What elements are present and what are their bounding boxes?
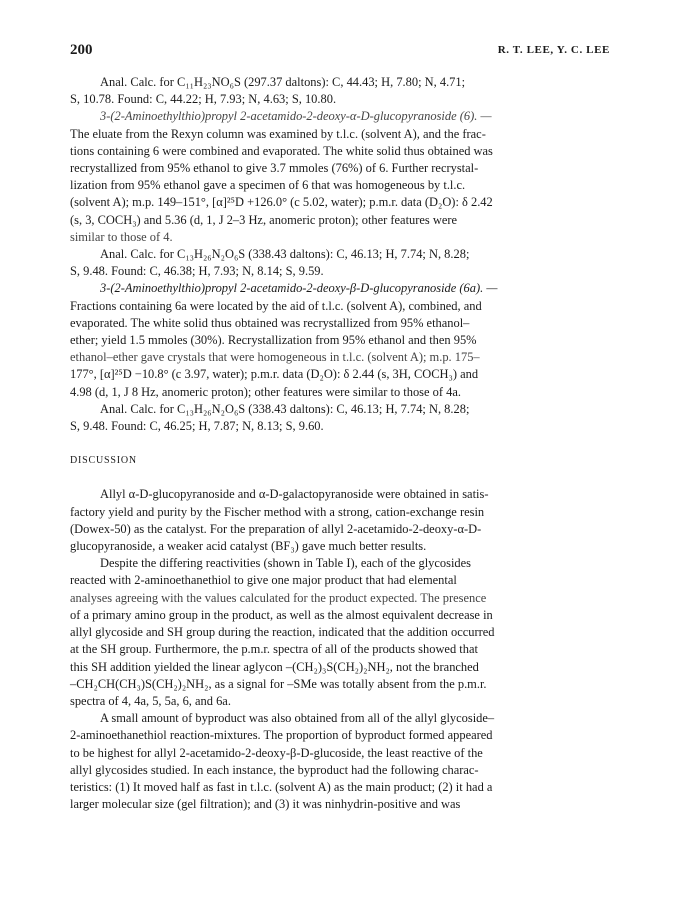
- text-line: ethanol–ether gave crystals that were homogeneous in t.l.c. (solvent A); m.p. 175–: [70, 350, 480, 365]
- text-line: glucopyranoside, a weaker acid catalyst (BF₃) gave much better results.: [70, 539, 427, 554]
- text-line: –CH₂CH(CH₃)S(CH₂)₂NH₂, as a signal for –SMe was totally absent from the p.m.r.: [70, 676, 487, 691]
- text-line: spectra of 4, 4a, 5, 5a, 6, and 6a.: [70, 693, 231, 708]
- text-line: Anal. Calc. for C₁₁H₂₃NO₆S (297.37 daltons): C, 44.43; H, 7.80; N, 4.71;: [100, 75, 466, 89]
- compound-heading: 3-(2-Aminoethylthio)propyl 2-acetamido-2-deoxy-β-D-glucopyranoside (6a). —: [100, 281, 498, 296]
- text-line: 177°, [α]²⁵D −10.8° (c 3.97, water); p.m.r. data (D₂O): δ 2.44 (s, 3H, COCH₃) and: [70, 367, 479, 382]
- text-line: Anal. Calc. for C₁₃H₂₆N₂O₆S (338.43 daltons): C, 46.13; H, 7.74; N, 8.28;: [100, 247, 470, 262]
- text-line: at the SH group. Furthermore, the p.m.r. spectra of all of the products showed that: [70, 642, 478, 657]
- text-line: Despite the differing reactivities (shown in Table I), each of the glycosides: [100, 556, 471, 571]
- text-line: Allyl α-D-glucopyranoside and α-D-galactopyranoside were obtained in satis-: [100, 487, 489, 502]
- text-line: allyl glycoside and SH group during the reaction, indicated that the addition occurred: [70, 625, 495, 640]
- text-line: recrystallized from 95% ethanol to give 3.7 mmoles (76%) of 6. Further recrystal-: [70, 161, 479, 176]
- text-line: Anal. Calc. for C₁₃H₂₆N₂O₆S (338.43 daltons): C, 46.13; H, 7.74; N, 8.28;: [100, 401, 470, 416]
- text-line: similar to those of 4.: [70, 229, 173, 244]
- text-line: 4.98 (d, 1, J 8 Hz, anomeric proton); other features were similar to those of 4a.: [70, 384, 461, 399]
- text-line: (solvent A); m.p. 149–151°, [α]²⁵D +126.0° (c 5.02, water); p.m.r. data (D₂O): δ 2.42: [70, 195, 493, 210]
- text-line: of a primary amino group in the product, as well as the almost equivalent decrease in: [70, 607, 493, 622]
- text-line: reacted with 2-aminoethanethiol to give one major product that had elemental: [70, 573, 457, 588]
- text-line: ether; yield 1.5 mmoles (30%). Recrystallization from 95% ethanol and then 95%: [70, 333, 477, 348]
- text-line: Fractions containing 6a were located by the aid of t.l.c. (solvent A), combined, and: [70, 298, 482, 313]
- page-number: 200: [70, 42, 93, 58]
- text-line: lization from 95% ethanol gave a specimen of 6 that was homogeneous by t.l.c.: [70, 178, 466, 193]
- compound-heading: 3-(2-Aminoethylthio)propyl 2-acetamido-2-deoxy-α-D-glucopyranoside (6). —: [100, 109, 492, 124]
- text-line: S, 9.48. Found: C, 46.25; H, 7.87; N, 8.13; S, 9.60.: [70, 419, 324, 434]
- text-line: to be highest for allyl 2-acetamido-2-deoxy-β-D-glucoside, the least reactive of the: [70, 745, 483, 760]
- text-line: allyl glycosides studied. In each instance, the byproduct had the following charac-: [70, 762, 479, 777]
- text-line: teristics: (1) It moved half as fast in t.l.c. (solvent A) as the main product; (2) it had a: [70, 779, 493, 794]
- text-line: 2-aminoethanethiol reaction-mixtures. The proportion of byproduct formed appeared: [70, 728, 493, 743]
- section-heading: DISCUSSION: [70, 455, 137, 467]
- text-line: The eluate from the Rexyn column was examined by t.l.c. (solvent A), and the frac-: [70, 126, 486, 141]
- text-line: tions containing 6 were combined and evaporated. The white solid thus obtained was: [70, 143, 493, 158]
- text-line: analyses agreeing with the values calculated for the product expected. The presence: [70, 590, 487, 605]
- text-line: S, 9.48. Found: C, 46.38; H, 7.93; N, 8.14; S, 9.59.: [70, 264, 324, 279]
- text-line: larger molecular size (gel filtration); and (3) it was ninhydrin-positive and was: [70, 797, 461, 812]
- text-line: this SH addition yielded the linear aglycon –(CH₂)₃S(CH₂)₂NH₂, not the branched: [70, 659, 479, 674]
- body-text: [70, 74, 610, 813]
- running-head: R. T. LEE, Y. C. LEE: [497, 44, 610, 56]
- text-line: factory yield and purity by the Fischer method with a strong, cation-exchange resin: [70, 504, 485, 519]
- text-line: A small amount of byproduct was also obtained from all of the allyl glycoside–: [100, 711, 495, 726]
- text-line: S, 10.78. Found: C, 44.22; H, 7.93; N, 4.63; S, 10.80.: [70, 92, 337, 107]
- text-line: (s, 3, COCH₃) and 5.36 (d, 1, J 2–3 Hz, anomeric proton); other features were: [70, 212, 458, 227]
- page-header: [70, 42, 610, 64]
- text-line: (Dowex-50) as the catalyst. For the preparation of allyl 2-acetamido-2-deoxy-α-D-: [70, 521, 482, 536]
- text-line: evaporated. The white solid thus obtained was recrystallized from 95% ethanol–: [70, 315, 470, 330]
